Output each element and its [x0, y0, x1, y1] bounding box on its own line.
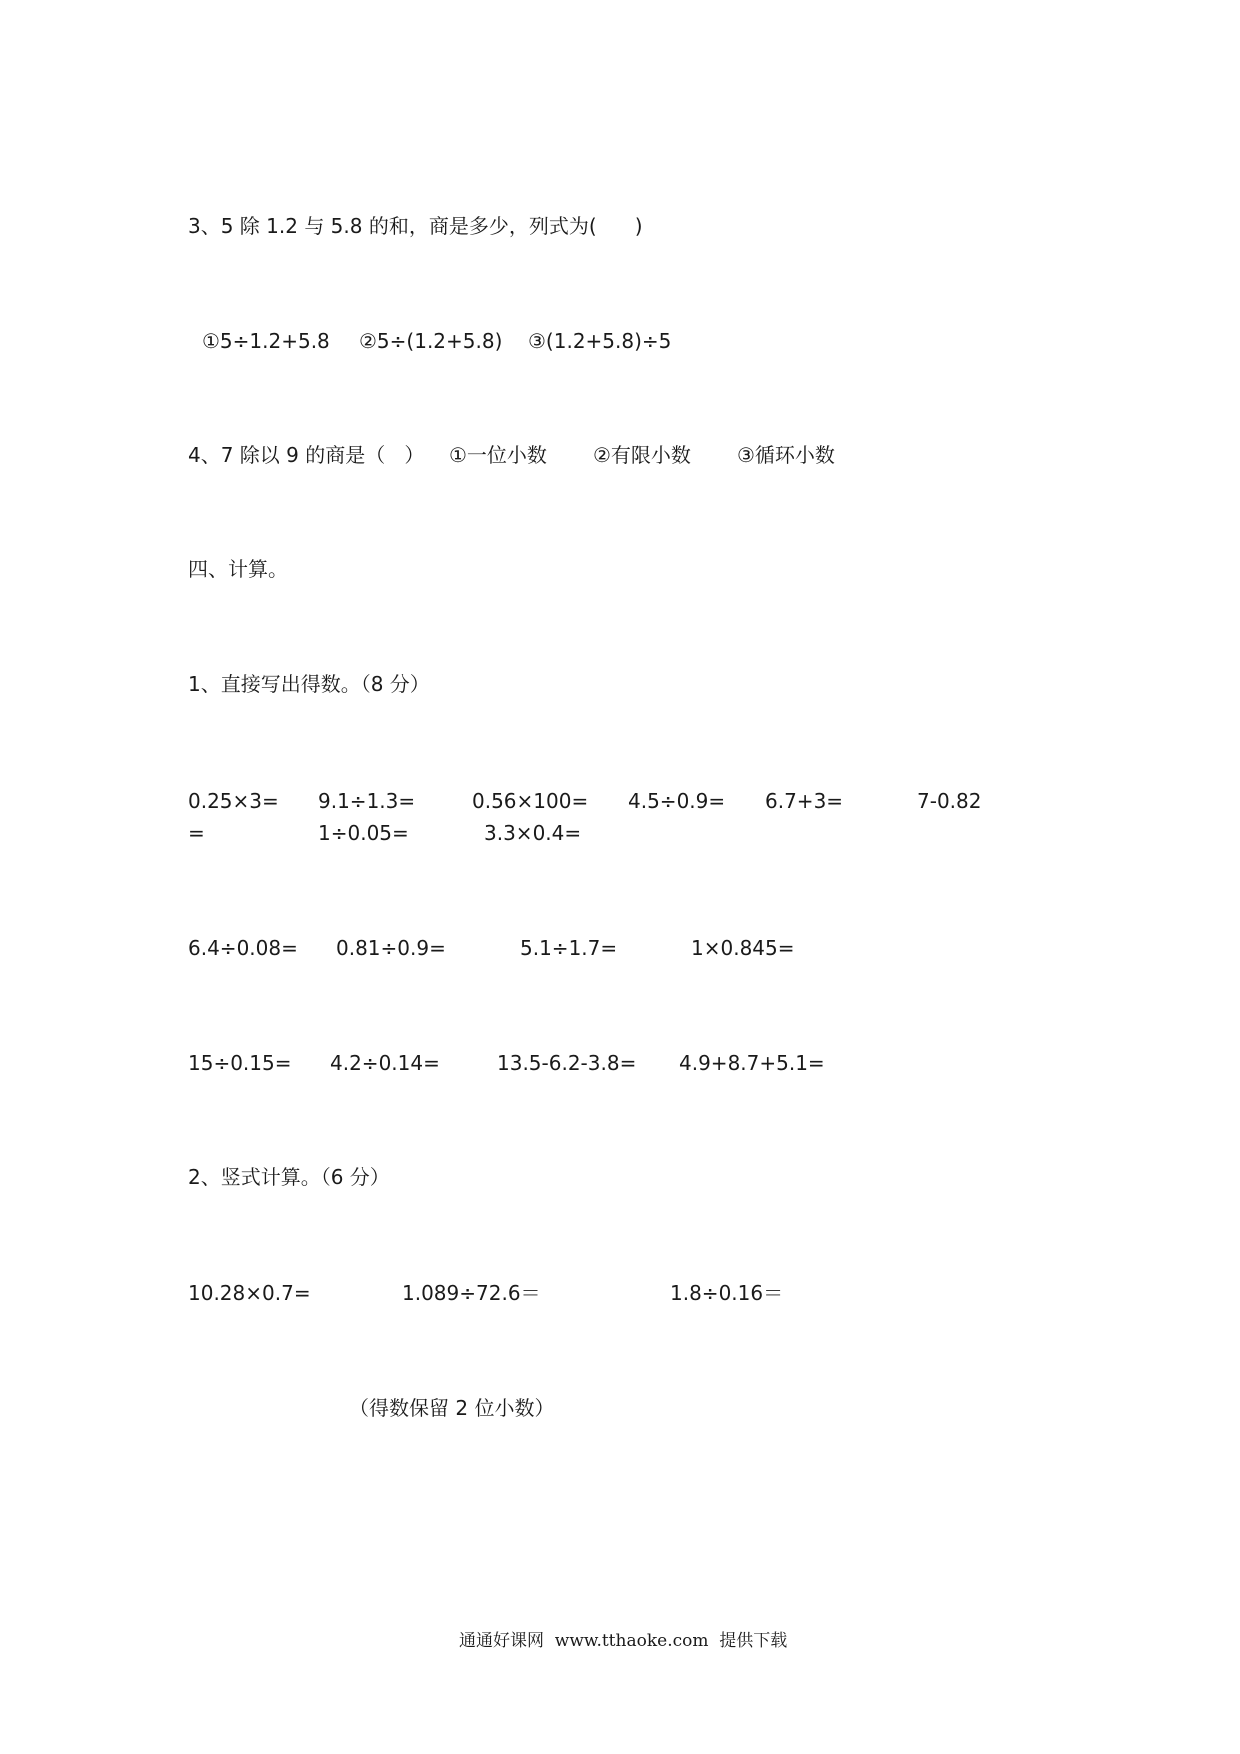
calc-item: 6.4÷0.08=: [188, 936, 298, 960]
calc-item: 4.9+8.7+5.1=: [679, 1051, 825, 1075]
calc-item: 0.25×3=: [188, 789, 279, 813]
part1-heading: 1、直接写出得数。（8 分）: [188, 672, 430, 696]
calc-item: 6.7+3=: [765, 789, 844, 813]
q4-option-1: ①一位小数: [449, 443, 547, 467]
vertical-calc-item: 10.28×0.7=: [188, 1281, 311, 1305]
calc-item: 1×0.845=: [691, 936, 795, 960]
q3-option-3: ③(1.2+5.8)÷5: [528, 329, 672, 353]
section-heading: 四、计算。: [188, 557, 288, 581]
calc-item: 4.5÷0.9=: [628, 789, 726, 813]
q4-option-3: ③循环小数: [737, 443, 835, 467]
part2-heading: 2、竖式计算。（6 分）: [188, 1165, 390, 1189]
calc-item: 0.56×100=: [472, 789, 589, 813]
vertical-calc-item: 1.8÷0.16＝: [670, 1281, 784, 1305]
calc-item: 9.1÷1.3=: [318, 789, 416, 813]
rounding-note: （得数保留 2 位小数）: [349, 1396, 555, 1420]
calc-item: =: [188, 821, 205, 845]
question-4: 4、7 除以 9 的商是（ ）: [188, 443, 425, 467]
q4-option-2: ②有限小数: [593, 443, 691, 467]
calc-item: 0.81÷0.9=: [336, 936, 446, 960]
calc-item: 4.2÷0.14=: [330, 1051, 440, 1075]
calc-item: 15÷0.15=: [188, 1051, 292, 1075]
calc-item: 7-0.82: [917, 789, 982, 813]
footer-source: 通通好课网 www.tthaoke.com 提供下载: [459, 1631, 788, 1651]
calc-item: 13.5-6.2-3.8=: [497, 1051, 637, 1075]
q3-option-1: ①5÷1.2+5.8: [202, 329, 330, 353]
q3-option-2: ②5÷(1.2+5.8): [359, 329, 503, 353]
question-3: 3、5 除 1.2 与 5.8 的和，商是多少，列式为( ): [188, 214, 643, 238]
calc-item: 1÷0.05=: [318, 821, 409, 845]
vertical-calc-item: 1.089÷72.6＝: [402, 1281, 541, 1305]
calc-item: 5.1÷1.7=: [520, 936, 618, 960]
calc-item: 3.3×0.4=: [484, 821, 582, 845]
